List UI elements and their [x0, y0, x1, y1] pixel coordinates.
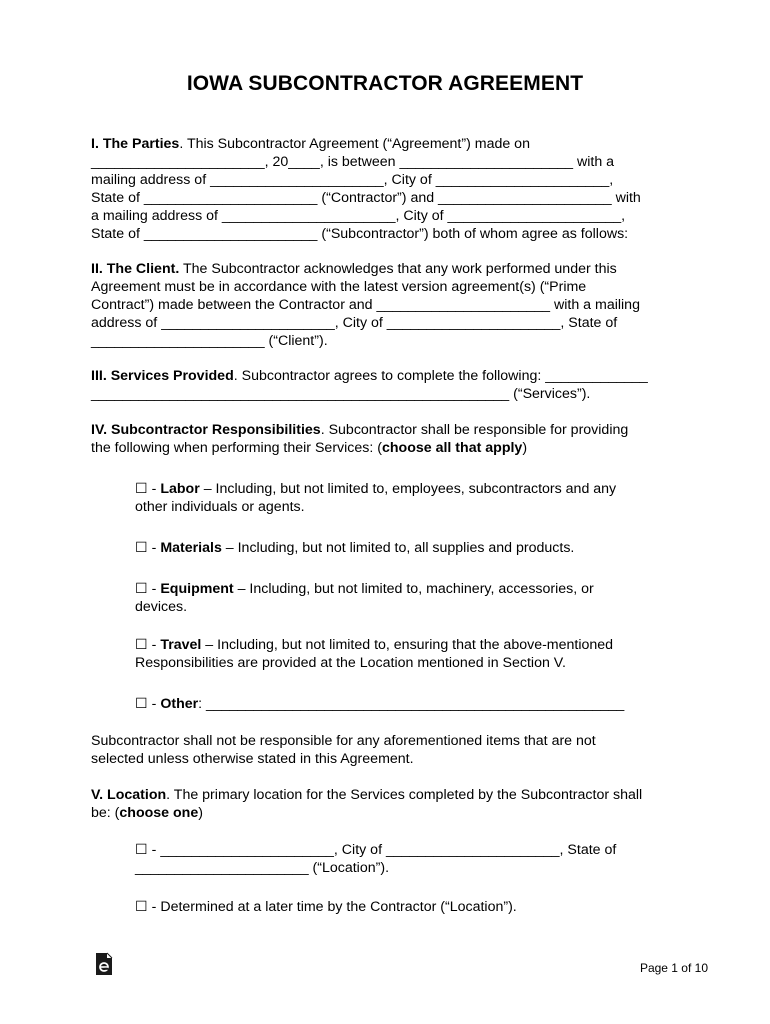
- location-line2c: ): [198, 805, 203, 821]
- option-other: [135, 695, 695, 713]
- responsibilities-line2c: ): [522, 440, 528, 456]
- services-line2: _____________________________________________________ (“Services”).: [91, 386, 591, 402]
- location-heading: V. Location: [91, 787, 167, 803]
- checkbox-travel[interactable]: ☐ -: [135, 637, 161, 653]
- note-line2: selected unless otherwise stated in this Agreement.: [91, 751, 414, 767]
- option-travel: [135, 636, 695, 672]
- responsibilities-line2a: the following when performing their Services: (: [91, 440, 382, 456]
- parties-heading: I. The Parties: [91, 136, 180, 152]
- option-label-labor: Labor: [160, 481, 200, 497]
- checkbox-equipment[interactable]: ☐ -: [135, 581, 161, 597]
- option-text-other[interactable]: : _____________________________________________________: [198, 696, 625, 712]
- checkbox-labor[interactable]: ☐ -: [135, 481, 161, 497]
- option-materials: [135, 539, 695, 557]
- responsibilities-heading: IV. Subcontractor Responsibilities: [91, 422, 321, 438]
- option-text-labor: – Including, but not limited to, employees, subcontractors and any: [199, 481, 617, 497]
- location-option2[interactable]: ☐ - Determined at a later time by the Contractor (“Location”).: [135, 899, 517, 915]
- option-text-equipment: – Including, but not limited to, machinery, accessories, or: [233, 581, 594, 597]
- option-label-other: Other: [160, 696, 199, 712]
- section-services: [91, 367, 691, 403]
- responsibilities-line1: . Subcontractor shall be responsible for providing: [320, 422, 629, 438]
- services-heading: III. Services Provided: [91, 368, 234, 384]
- parties-line6: State of ______________________ (“Subcontractor”) both of whom agree as follows:: [91, 226, 629, 242]
- parties-line1: . This Subcontractor Agreement (“Agreement”) made on: [179, 136, 530, 152]
- client-line2: Agreement must be in accordance with the latest version agreement(s) (“Prime: [91, 279, 587, 295]
- parties-line5: a mailing address of ______________________, City of ______________________,: [91, 208, 626, 224]
- option-label-travel: Travel: [160, 637, 202, 653]
- client-line5: ______________________ (“Client”).: [91, 333, 328, 349]
- client-line4: address of ______________________, City of ______________________, State of: [91, 315, 618, 331]
- page-number: Page 1 of 10: [639, 961, 708, 975]
- document-title: IOWA SUBCONTRACTOR AGREEMENT: [186, 72, 584, 95]
- checkbox-other[interactable]: ☐ -: [135, 696, 161, 712]
- option-text-travel-2: Responsibilities are provided at the Location mentioned in Section V.: [135, 655, 566, 671]
- option-text-materials: – Including, but not limited to, all supplies and products.: [221, 540, 575, 556]
- parties-line2: ______________________, 20____, is between ______________________ with a: [91, 154, 615, 170]
- location-line1: . The primary location for the Services completed by the Subcontractor shall: [166, 787, 643, 803]
- client-heading: II. The Client.: [91, 261, 180, 277]
- services-line1: . Subcontractor agrees to complete the following: _____________: [233, 368, 648, 384]
- location-line2a: be: (: [91, 805, 120, 821]
- option-text-labor-2: other individuals or agents.: [135, 499, 305, 515]
- section-parties: [91, 135, 691, 243]
- section-location: [91, 786, 691, 822]
- parties-line3: mailing address of ______________________, City of ______________________,: [91, 172, 614, 188]
- option-label-materials: Materials: [160, 540, 222, 556]
- option-text-travel: – Including, but not limited to, ensuring that the above-mentioned: [201, 637, 614, 653]
- eforms-logo-icon: [95, 952, 113, 976]
- section-client: [91, 260, 691, 350]
- client-line3: Contract”) made between the Contractor and ______________________ with a mailing: [91, 297, 640, 313]
- choose-one-instruction: choose one: [119, 805, 199, 821]
- option-text-equipment-2: devices.: [135, 599, 188, 615]
- responsibilities-note: [91, 732, 691, 768]
- note-line1: Subcontractor shall not be responsible for any aforementioned items that are not: [91, 733, 596, 749]
- section-responsibilities: [91, 421, 691, 457]
- location-option-later: [135, 898, 695, 916]
- option-labor: [135, 480, 695, 516]
- checkbox-materials[interactable]: ☐ -: [135, 540, 161, 556]
- location-option-address: [135, 841, 695, 877]
- location-option1-line1[interactable]: ☐ - ______________________, City of ______________________, State of: [135, 842, 617, 858]
- location-option1-line2: ______________________ (“Location”).: [135, 860, 390, 876]
- parties-line4: State of ______________________ (“Contractor”) and ______________________ with: [91, 190, 641, 206]
- choose-all-instruction: choose all that apply: [381, 440, 523, 456]
- option-label-equipment: Equipment: [160, 581, 234, 597]
- option-equipment: [135, 580, 695, 616]
- client-line1: The Subcontractor acknowledges that any work performed under this: [179, 261, 617, 277]
